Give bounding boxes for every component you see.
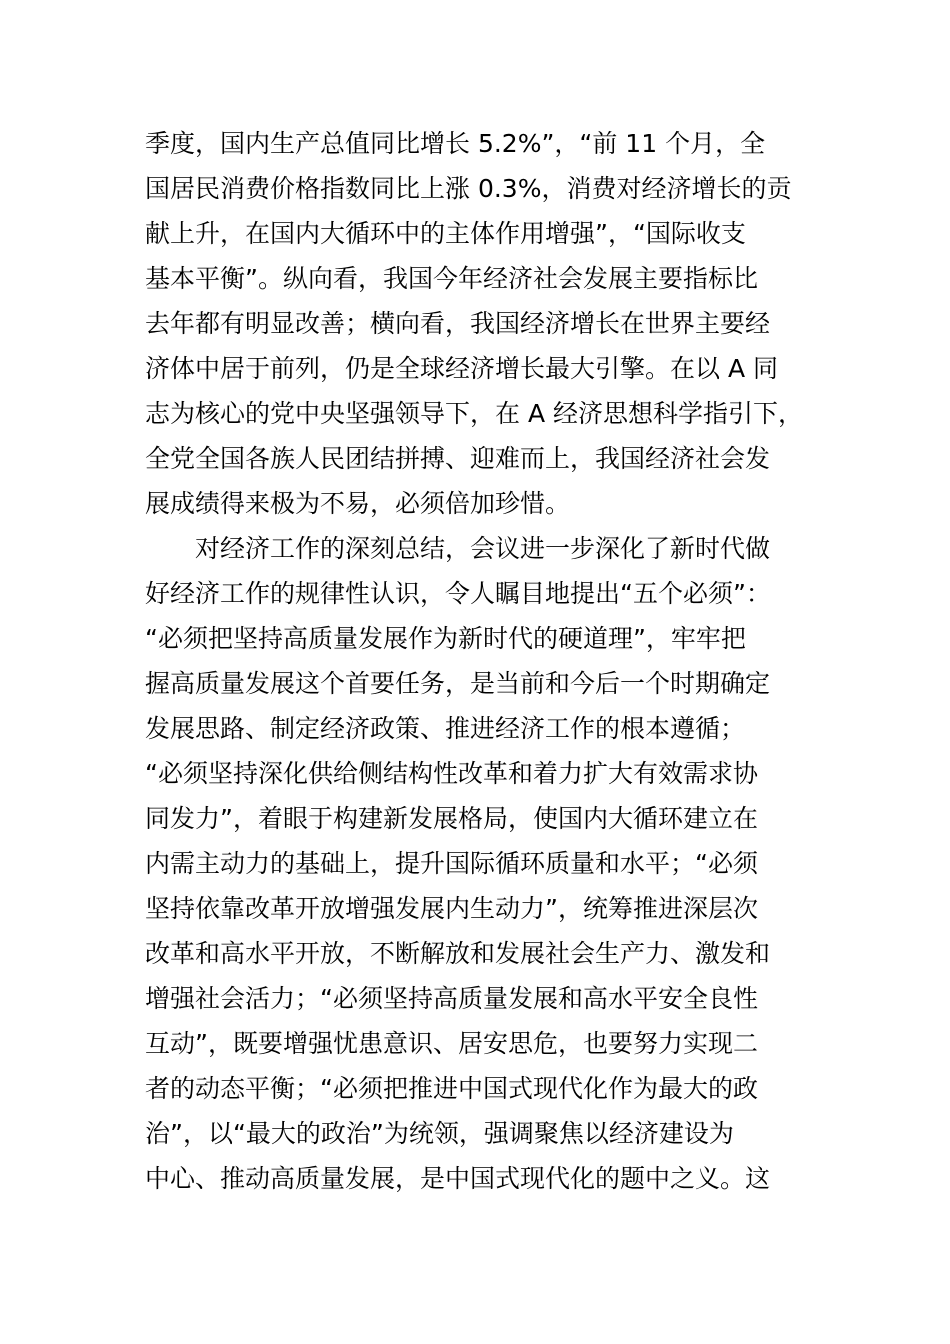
text-line: 同发力”，着眼于构建新发展格局，使国内大循环建立在 — [145, 804, 758, 833]
text-line: 中心、推动高质量发展，是中国式现代化的题中之义。这 — [145, 1164, 771, 1193]
text-line: 治”，以“最大的政治”为统领，强调聚焦以经济建设为 — [145, 1119, 734, 1148]
text-line: 献上升，在国内大循环中的主体作用增强”，“国际收支 — [145, 219, 746, 248]
text-line: 互动”，既要增强忧患意识、居安思危，也要努力实现二 — [145, 1029, 758, 1058]
text-line: 对经济工作的深刻总结，会议进一步深化了新时代做 — [145, 534, 771, 563]
text-line: 内需主动力的基础上，提升国际循环质量和水平；“必须 — [145, 849, 758, 878]
text-line: 季度，国内生产总值同比增长 5.2%”，“前 11 个月，全 — [145, 129, 766, 158]
text-line: 国居民消费价格指数同比上涨 0.3%，消费对经济增长的贡 — [145, 174, 792, 203]
text-line: 改革和高水平开放，不断解放和发展社会生产力、激发和 — [145, 939, 771, 968]
text-line: 去年都有明显改善；横向看，我国经济增长在世界主要经 — [145, 309, 771, 338]
text-line: 握高质量发展这个首要任务，是当前和今后一个时期确定 — [145, 669, 771, 698]
text-line: “必须坚持深化供给侧结构性改革和着力扩大有效需求协 — [145, 759, 758, 788]
text-line: 基本平衡”。纵向看，我国今年经济社会发展主要指标比 — [145, 264, 758, 293]
text-line: 增强社会活力；“必须坚持高质量发展和高水平安全良性 — [145, 984, 758, 1013]
text-line: 展成绩得来极为不易，必须倍加珍惜。 — [145, 489, 571, 518]
text-line: 全党全国各族人民团结拼搏、迎难而上，我国经济社会发 — [145, 444, 771, 473]
text-line: “必须把坚持高质量发展作为新时代的硬道理”，牢牢把 — [145, 624, 746, 653]
text-line: 志为核心的党中央坚强领导下，在 A 经济思想科学指引下， — [145, 399, 803, 428]
text-line: 者的动态平衡；“必须把推进中国式现代化作为最大的政 — [145, 1074, 758, 1103]
text-line: 好经济工作的规律性认识，令人瞩目地提出“五个必须”： — [145, 579, 771, 608]
text-line: 济体中居于前列，仍是全球经济增长最大引擎。在以 A 同 — [145, 354, 778, 383]
body-text — [145, 121, 810, 1201]
text-line: 发展思路、制定经济政策、推进经济工作的根本遵循； — [145, 714, 746, 743]
text-line: 坚持依靠改革开放增强发展内生动力”，统筹推进深层次 — [145, 894, 758, 923]
